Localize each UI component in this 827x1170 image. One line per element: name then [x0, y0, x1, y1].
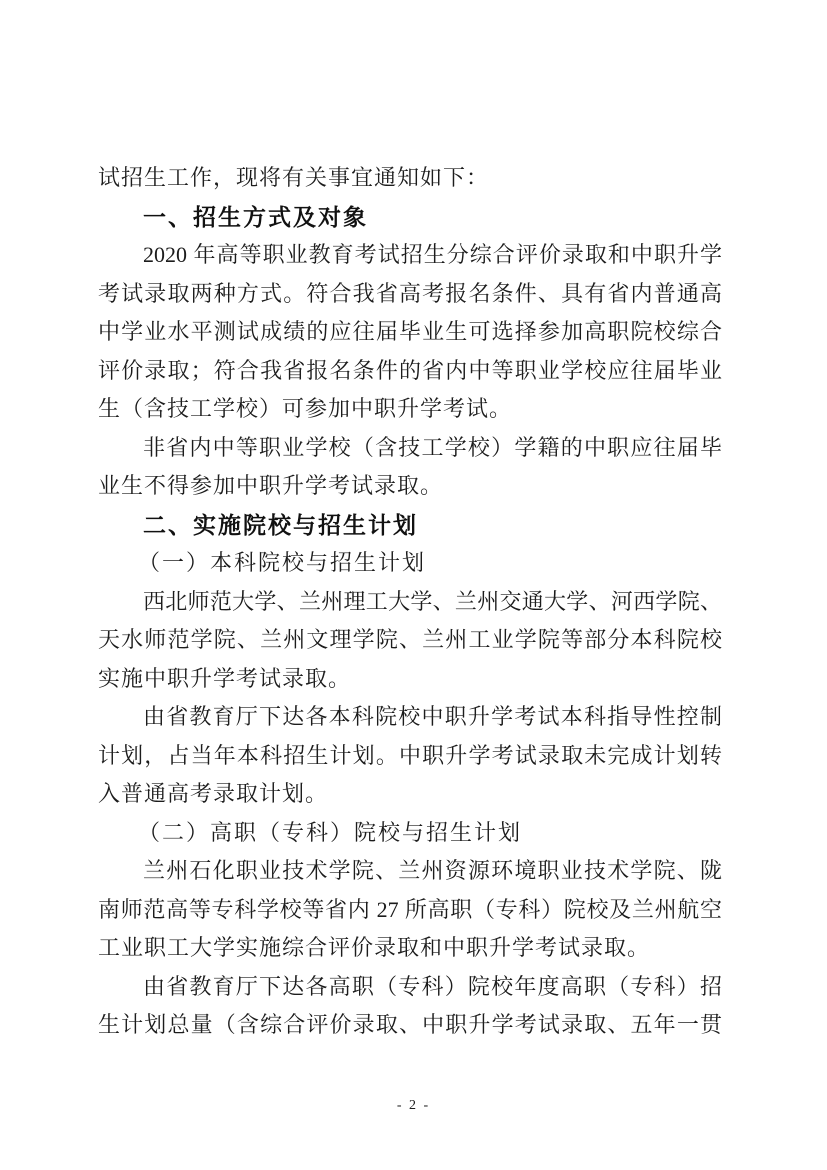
paragraph-line: 入普通高考录取计划。	[98, 781, 329, 806]
paragraph-line: 实施中职升学考试录取。	[98, 665, 352, 691]
paragraph-line: 业生不得参加中职升学考试录取。	[98, 473, 444, 498]
paragraph-line: 由省教育厅下达各本科院校中职升学考试本科指导性控制	[143, 704, 722, 729]
section-heading: 一、招生方式及对象	[143, 203, 368, 230]
paragraph-line: 中学业水平测试成绩的应往届毕业生可选择参加高职院校综合	[98, 319, 722, 344]
paragraph-line: 考试录取两种方式。符合我省高考报名条件、具有省内普通高	[98, 280, 722, 306]
sub-heading: （一）本科院校与招生计划	[138, 550, 427, 575]
paragraph-line: 兰州石化职业技术学院、兰州资源环境职业技术学院、陇	[143, 858, 722, 883]
paragraph-line: 西北师范大学、兰州理工大学、兰州交通大学、河西学院、	[143, 588, 722, 614]
sub-heading: （二）高职（专科）院校与招生计划	[138, 819, 523, 845]
section-heading: 二、实施院校与招生计划	[143, 511, 418, 538]
paragraph-line: 2020 年高等职业教育考试招生分综合评价录取和中职升学	[143, 242, 722, 267]
paragraph-line: 由省教育厅下达各高职（专科）院校年度高职（专科）招	[143, 973, 722, 999]
paragraph-line: 评价录取；符合我省报名条件的省内中等职业学校应往届毕业	[98, 357, 722, 383]
page-number: - 2 -	[396, 1098, 431, 1113]
text-block	[98, 159, 722, 1045]
paragraph-line: 工业职工大学实施综合评价录取和中职升学考试录取。	[98, 935, 651, 960]
paragraph-line: 试招生工作，现将有关事宜通知如下：	[98, 165, 490, 190]
paragraph-line: 南师范高等专科学校等省内 27 所高职（专科）院校及兰州航空	[98, 896, 722, 922]
paragraph-line: 生计划总量（含综合评价录取、中职升学考试录取、五年一贯	[98, 1012, 722, 1037]
paragraph-line: 计划，占当年本科招生计划。中职升学考试录取未完成计划转	[98, 742, 722, 768]
paragraph-line: 天水师范学院、兰州文理学院、兰州工业学院等部分本科院校	[98, 627, 722, 652]
paragraph-line: 生（含技工学校）可参加中职升学考试。	[98, 396, 513, 421]
paragraph-line: 非省内中等职业学校（含技工学校）学籍的中职应往届毕	[143, 434, 722, 460]
